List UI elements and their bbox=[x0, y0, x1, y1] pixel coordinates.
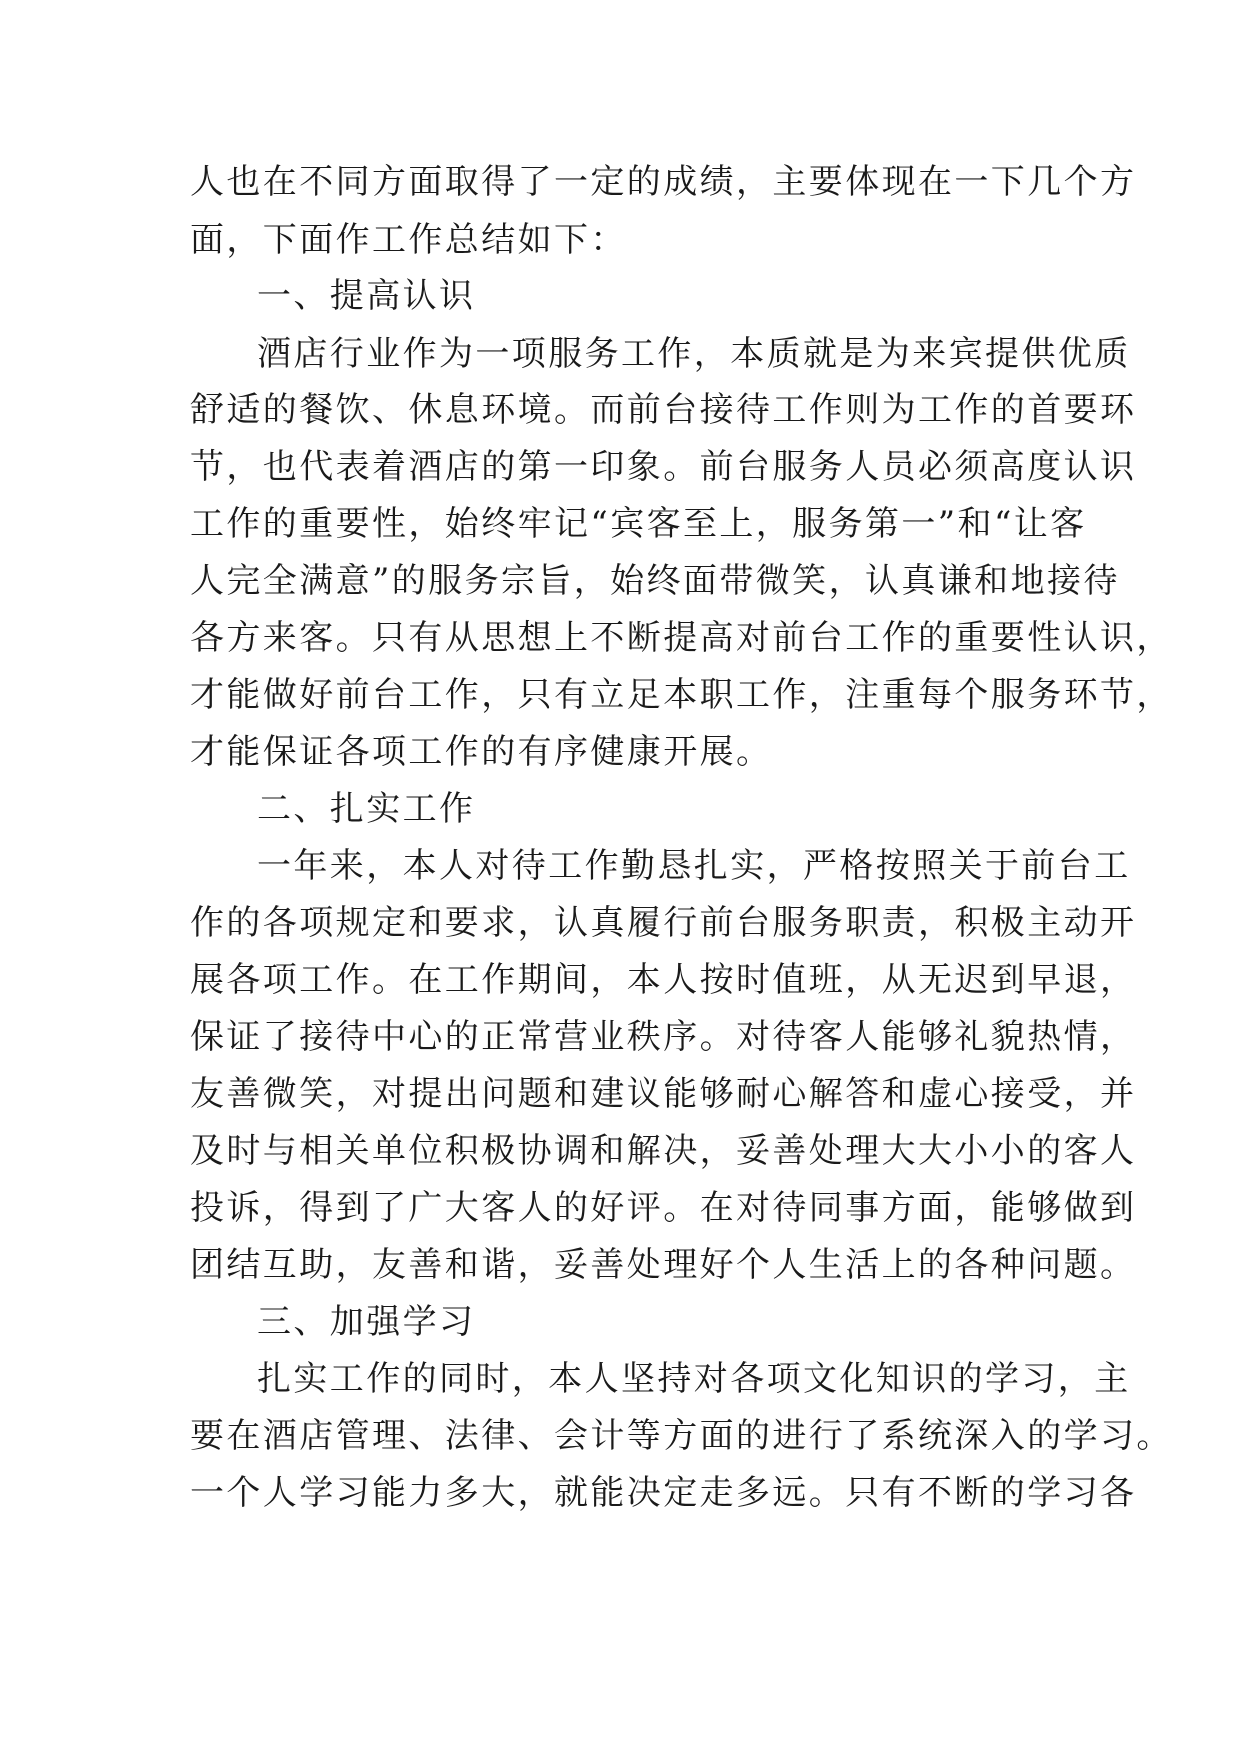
text-line: 人完全满意”的服务宗旨，始终面带微笑，认真谦和地接待 bbox=[190, 561, 1120, 601]
text-line: 扎实工作的同时，本人坚持对各项文化知识的学习，主 bbox=[257, 1359, 1131, 1399]
text-line: 才能做好前台工作，只有立足本职工作，注重每个服务环节， bbox=[190, 675, 1173, 715]
section-heading: 一、提高认识 bbox=[257, 276, 476, 316]
text-line: 投诉，得到了广大客人的好评。在对待同事方面，能够做到 bbox=[190, 1188, 1137, 1228]
text-line: 要在酒店管理、法律、会计等方面的进行了系统深入的学习。 bbox=[190, 1416, 1173, 1456]
section-heading: 二、扎实工作 bbox=[257, 789, 476, 829]
text-line: 团结互助，友善和谐，妥善处理好个人生活上的各种问题。 bbox=[190, 1245, 1137, 1285]
text-line: 工作的重要性，始终牢记“宾客至上，服务第一”和“让客 bbox=[190, 504, 1087, 544]
text-line: 面，下面作工作总结如下： bbox=[190, 220, 627, 260]
text-line: 才能保证各项工作的有序健康开展。 bbox=[190, 732, 773, 772]
text-line: 各方来客。只有从思想上不断提高对前台工作的重要性认识， bbox=[190, 618, 1173, 658]
text-line: 友善微笑，对提出问题和建议能够耐心解答和虚心接受，并 bbox=[190, 1074, 1137, 1114]
text-line: 及时与相关单位积极协调和解决，妥善处理大大小小的客人 bbox=[190, 1131, 1137, 1171]
text-line: 人也在不同方面取得了一定的成绩，主要体现在一下几个方 bbox=[190, 162, 1137, 202]
text-line: 一个人学习能力多大，就能决定走多远。只有不断的学习各 bbox=[190, 1473, 1137, 1513]
section-heading: 三、加强学习 bbox=[257, 1302, 476, 1342]
text-line: 展各项工作。在工作期间，本人按时值班，从无迟到早退， bbox=[190, 960, 1137, 1000]
text-line: 节，也代表着酒店的第一印象。前台服务人员必须高度认识 bbox=[190, 447, 1137, 487]
text-line: 舒适的餐饮、休息环境。而前台接待工作则为工作的首要环 bbox=[190, 390, 1137, 430]
text-line: 保证了接待中心的正常营业秩序。对待客人能够礼貌热情， bbox=[190, 1017, 1137, 1057]
text-line: 一年来，本人对待工作勤恳扎实，严格按照关于前台工 bbox=[257, 846, 1131, 886]
text-line: 作的各项规定和要求，认真履行前台服务职责，积极主动开 bbox=[190, 903, 1137, 943]
text-line: 酒店行业作为一项服务工作，本质就是为来宾提供优质 bbox=[257, 334, 1131, 374]
